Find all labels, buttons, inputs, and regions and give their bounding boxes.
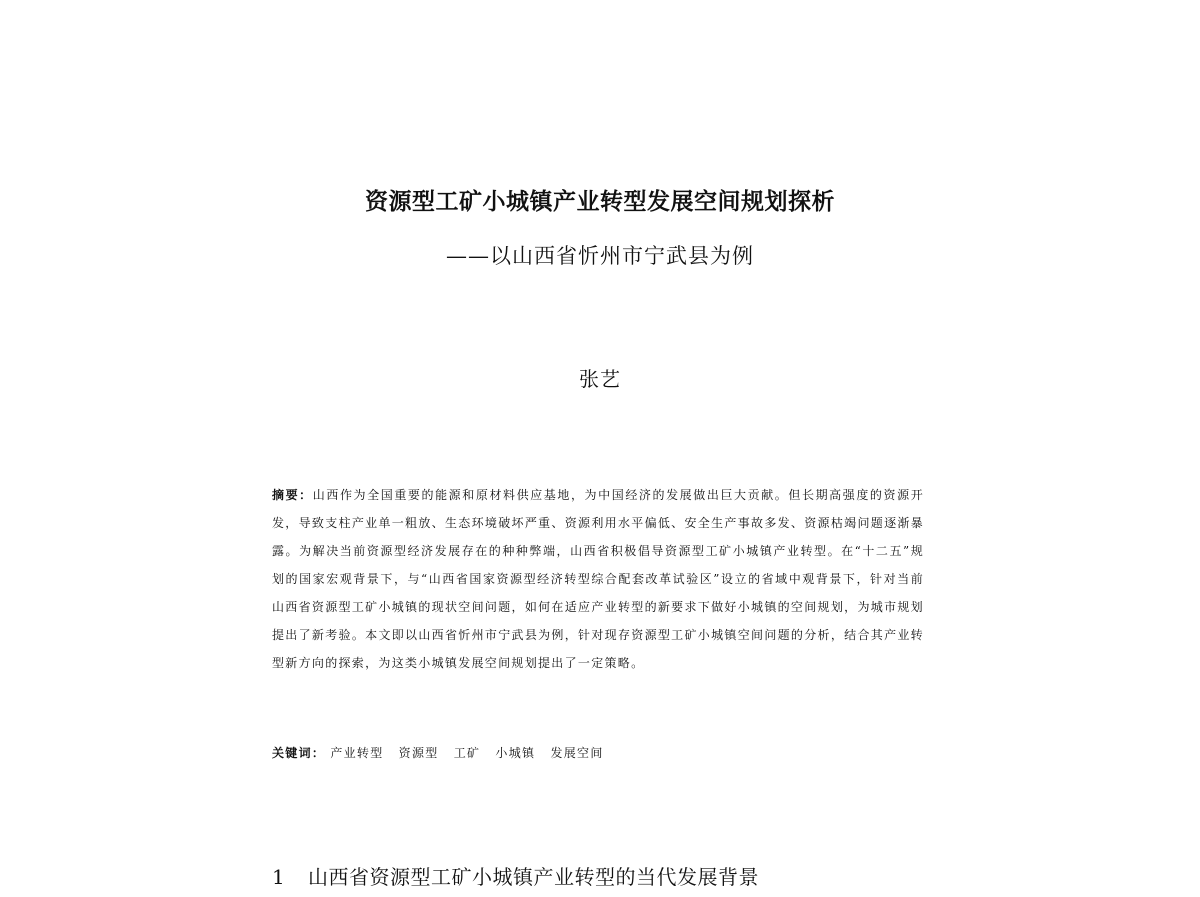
abstract-label: 摘要： — [272, 488, 313, 502]
abstract-text: 山西作为全国重要的能源和原材料供应基地，为中国经济的发展做出巨大贡献。但长期高强度的资源开发，导致支柱产业单一粗放、生态环境破坏严重、资源利用水平偏低、安全生产事故多发、资源枯竭问题逐渐暴露。为解决当前资源型经济发展存在的种种弊端，山西省积极倡导资源型工矿小城镇产业转型。在“十二五”规划的国家宏观背景下，与“山西省国家资源型经济转型综合配套改革试验区”设立的省域中观背景下，针对当前山西省资源型工矿小城镇的现状空间问题，如何在适应产业转型的新要求下做好小城镇的空间规划，为城市规划提出了新考验。本文即以山西省忻州市宁武县为例，针对现存资源型工矿小城镇空间问题的分析，结合其产业转型新方向的探索，为这类小城镇发展空间规划提出了一定策略。 — [272, 488, 924, 670]
keyword-item: 发展空间 — [550, 746, 604, 760]
author-name: 张艺 — [579, 367, 621, 391]
section-number: 1 — [272, 865, 286, 889]
paper-title: 资源型工矿小城镇产业转型发展空间规划探析 — [365, 189, 835, 215]
section-heading — [272, 862, 972, 892]
keywords-block — [272, 739, 924, 767]
keywords-label: 关键词： — [272, 746, 326, 760]
keyword-item: 资源型 — [398, 746, 439, 760]
keyword-item: 小城镇 — [495, 746, 536, 760]
paper-subtitle: ——以山西省忻州市宁武县为例 — [446, 244, 754, 268]
keyword-item: 工矿 — [453, 746, 481, 760]
section-title: 山西省资源型工矿小城镇产业转型的当代发展背景 — [308, 865, 759, 889]
abstract-block — [272, 481, 924, 677]
keyword-item: 产业转型 — [330, 746, 384, 760]
